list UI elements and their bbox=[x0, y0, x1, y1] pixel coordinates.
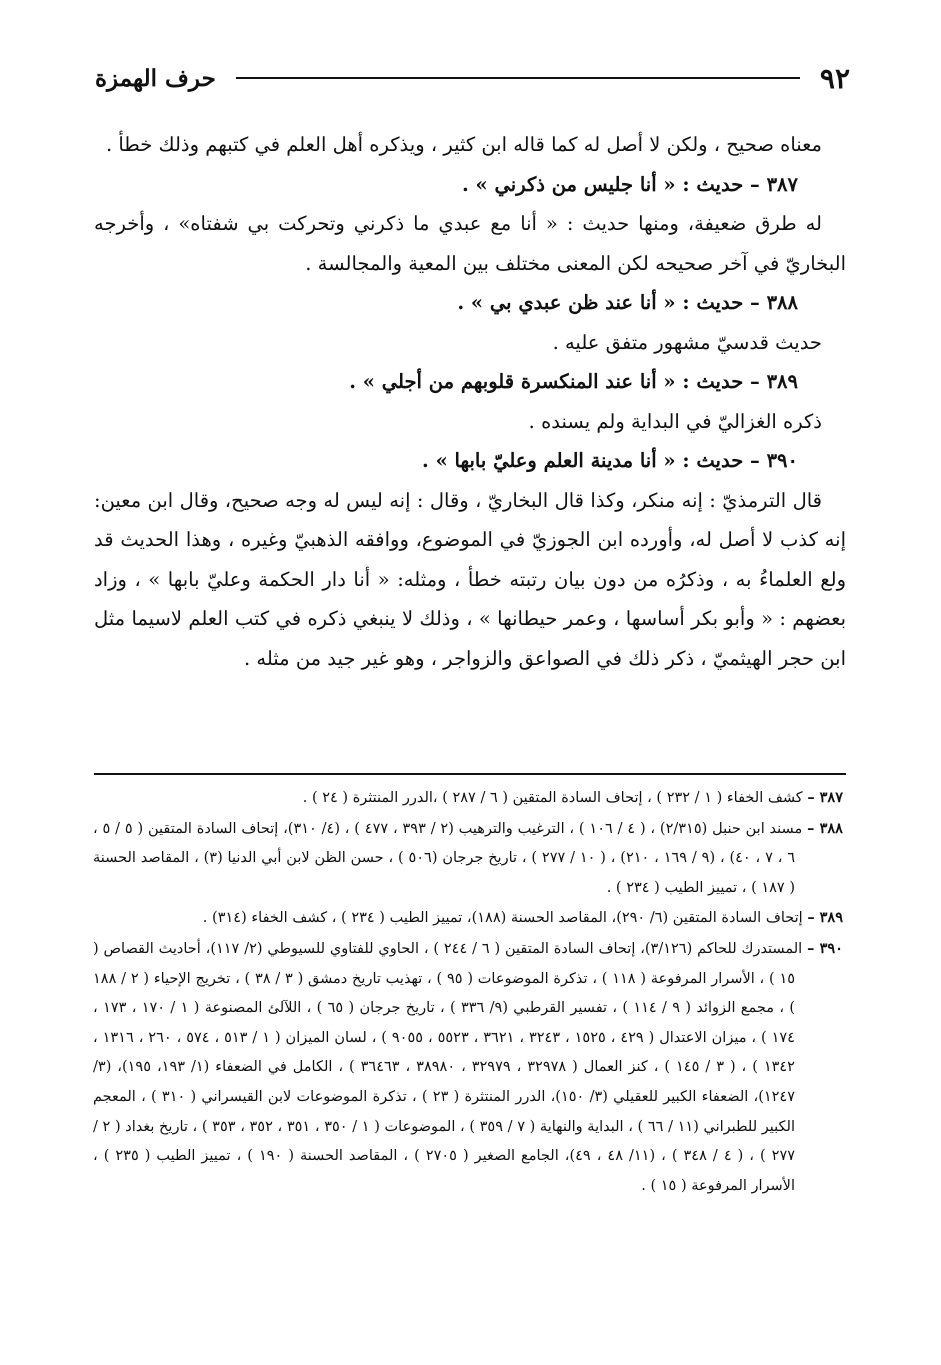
hadith-389-commentary: ذكره الغزاليّ في البداية ولم يسنده . bbox=[528, 409, 822, 433]
footnote-number: ٣٨٨ – bbox=[807, 819, 843, 837]
page-header bbox=[95, 58, 850, 98]
footnote-390 bbox=[93, 934, 843, 1201]
footnote-number: ٣٩٠ – bbox=[807, 939, 843, 957]
footnote-text: مسند ابن حنبل (٢/٣١٥) ، ( ٤ / ١٠٦ ) ، الترغيب والترهيب (٢ / ٣٩٣ ، ٤٧٧ ) ، (٤/ ٣١٠)، إتحاف السادة المتقين ( ٥ / ٥ ، ٦ ، ٧ ، ٤٠) ، (٩ / ١٦٩ ، ٢١٠) ، ( ١٠ / ٢٧٧ ) ، تاريخ جرجان (٥٠٦ ) ، حسن الظن لابن أبي الدنيا (٣) ، المقاصد الحسنة ( ١٨٧ ) ، تمييز الطيب ( ٢٣٤ ) . bbox=[93, 820, 803, 896]
hadith-389-heading: ٣٨٩ – حديث : « أنا عند المنكسرة قلوبهم من أجلي » . bbox=[349, 370, 798, 393]
footnote-text: إتحاف السادة المتقين (٦/ ٢٩٠)، المقاصد الحسنة (١٨٨)، تمييز الطيب ( ٢٣٤ ) ، كشف الخفاء (٣١٤) . bbox=[202, 910, 803, 927]
hadith-387-commentary: له طرق ضعيفة، ومنها حديث : « أنا مع عبدي ما ذكرني وتحركت بي شفتاه» ، وأخرجه البخاريّ في آخر صحيحه لكن المعنى مختلف بين المعية والمجالسة . bbox=[94, 212, 846, 275]
footnote-388 bbox=[93, 814, 843, 904]
hadith-388-heading: ٣٨٨ – حديث : « أنا عند ظن عبدي بي » . bbox=[457, 291, 798, 314]
footnote-number: ٣٨٩ – bbox=[807, 909, 843, 927]
main-text bbox=[94, 125, 846, 678]
footnote-text: كشف الخفاء ( ١ / ٢٣٢ ) ، إتحاف السادة المتقين ( ٦ / ٢٨٧ ) ،الدرر المنتثرة ( ٢٤ ) . bbox=[302, 790, 803, 806]
hadith-388-commentary: حديث قدسيّ مشهور متفق عليه . bbox=[552, 330, 822, 354]
footnote-number: ٣٨٧ – bbox=[807, 789, 843, 806]
footnotes bbox=[93, 783, 843, 1201]
hadith-390-heading: ٣٩٠ – حديث : « أنا مدينة العلم وعليّ بابها » . bbox=[422, 449, 798, 472]
page-number: ٩٢ bbox=[819, 61, 850, 95]
footnote-divider bbox=[94, 773, 846, 775]
footnote-text: المستدرك للحاكم (٣/١٢٦)، إتحاف السادة المتقين ( ٦ / ٢٤٤ ) ، الحاوي للفتاوي للسيوطي (٢/ ١١٧)، أحاديث القصاص ( ١٥ ) ، الأسرار المرفوعة ( ١١٨ ) ، تذكرة الموضوعات ( ٩٥ ) ، تهذيب تاريخ دمشق ( ٣ / ٣٨ ) ، تخريج الإحياء ( ٢ / ١٨٨ ) ، مجمع الزوائد ( ٩ / ١١٤ ) ، تفسير القرطبي (٩/ ٣٣٦ ) ، تاريخ جرجان ( ٦٥ ) ، اللآلئ المصنوعة ( ١ / ١٧٠ ، ١٧٣ ، ١٧٤ ) ، ميزان الاعتدال ( ٤٢٩ ، ١٥٢٥ ، ٣٢٤٣ ، ٣٦٢١ ، ٥٥٢٣ ، ٩٠٥٥ ) ، لسان الميزان ( ١ / ٥١٣ ، ٥٧٤ ، ٢٦٠ ، ١٣١٦ ، ١٣٤٢ ) ، ( ٣ / ١٤٥ ) ، كنز العمال ( ٣٢٩٧٨ ، ٣٢٩٧٩ ، ٣٨٩٨٠ ، ٣٦٤٦٣ ) ، الكامل في الضعفاء (١/ ١٩٣، ١٩٥)، (٣/ ١٢٤٧)، الضعفاء الكبير للعقيلي (٣/ ١٥٠)، الدرر المنتثرة ( ٢٣ ) ، تذكرة الموضوعات لابن القيسراني ( ٣١٠ ) ، المعجم الكبير للطبراني (١١ / ٦٦ ) ، البداية والنهاية ( ٧ / ٣٥٩ ) ، الموضوعات ( ١ / ٣٥٠ ، ٣٥١ ، ٣٥٢ ، ٣٥٣ ) ، تاريخ بغداد ( ٢ / ٢٧٧ ) ، ( ٤ / ٣٤٨ ) ، (١١/ ٤٨ ، ٤٩)، الجامع الصغير ( ٢٧٠٥ ) ، المقاصد الحسنة ( ١٩٠ ) ، تمييز الطيب ( ٢٣٥ ) ، الأسرار المرفوعة ( ١٥ ) . bbox=[93, 940, 803, 1194]
footnote-389 bbox=[93, 903, 843, 934]
hadith-390-commentary: قال الترمذيّ : إنه منكر، وكذا قال البخاريّ ، وقال : إنه ليس له وجه صحيح، وقال ابن معين: إنه كذب لا أصل له، وأورده ابن الجوزيّ في الموضوع، ووافقه الذهبيّ وغيره ، وهذا الحديث قد ولع العلماءُ به ، وذكرُه من دون بيان رتبته خطأ ، ومثله: « أنا دار الحكمة وعليّ بابها » ، وزاد بعضهم : « وأبو بكر أساسها ، وعمر حيطانها » ، وذلك لا ينبغي ذكره في كتب العلم لاسيما مثل ابن حجر الهيثميّ ، ذكر ذلك في الصواعق والزواجر ، وهو غير جيد من مثله . bbox=[94, 488, 846, 670]
hadith-387-heading: ٣٨٧ – حديث : « أنا جليس من ذكرني » . bbox=[461, 172, 798, 196]
running-title: حرف الهمزة bbox=[95, 64, 216, 92]
paragraph-intro: معناه صحيح ، ولكن لا أصل له كما قاله ابن كثير ، ويذكره أهل العلم في كتبهم وذلك خطأ . bbox=[105, 133, 822, 156]
header-rule bbox=[236, 77, 800, 79]
footnote-387 bbox=[93, 783, 843, 814]
